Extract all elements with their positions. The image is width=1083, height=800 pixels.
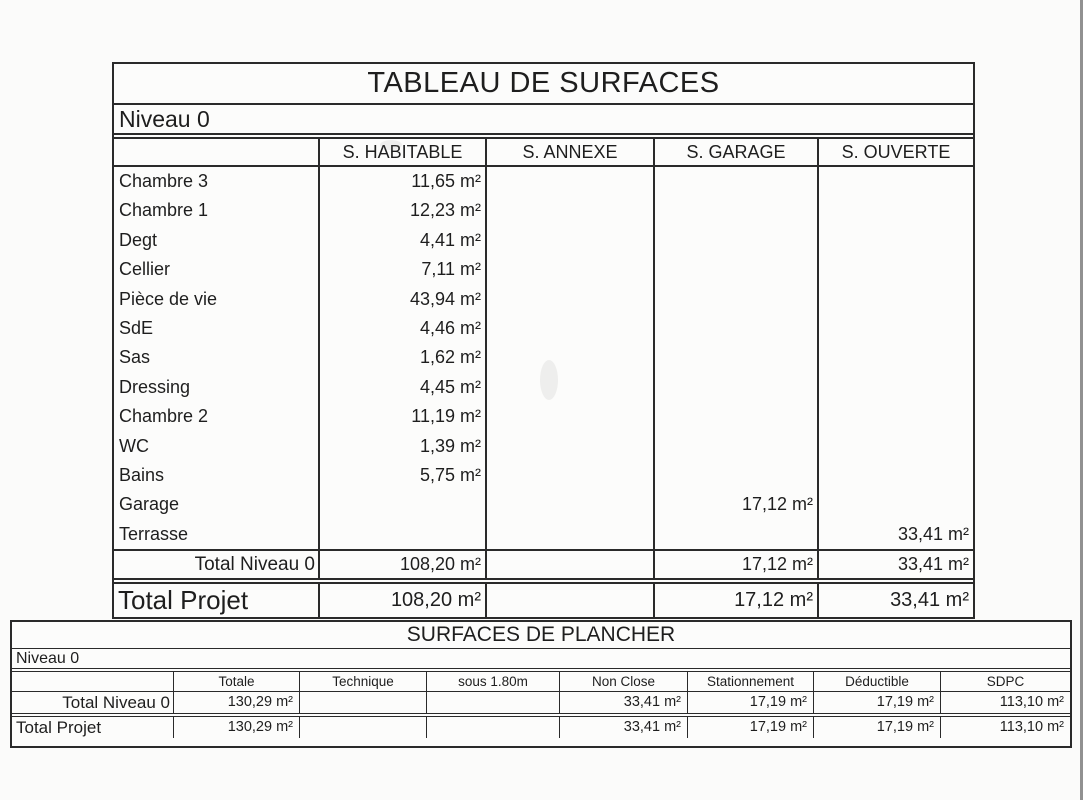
surfaces-table [112, 62, 975, 619]
ouverte-value [819, 343, 973, 372]
room-label: SdE [114, 314, 320, 343]
garage-value [655, 255, 819, 284]
ouverte-value: 33,41 m² [897, 523, 969, 544]
plancher-table [10, 620, 1072, 748]
column-header-garage: S. GARAGE [655, 139, 819, 165]
plancher-total-level-row [12, 692, 1070, 714]
scan-smudge [380, 140, 402, 150]
table-row [114, 196, 973, 225]
room-label: Bains [114, 461, 320, 490]
stationnement-value: 17,19 m² [688, 717, 814, 738]
totale-value: 130,29 m² [174, 717, 300, 738]
habitable-value: 7,11 m² [320, 255, 487, 284]
room-label: Degt [114, 226, 320, 255]
habitable-value: 4,46 m² [320, 314, 487, 343]
ouverte-value [819, 314, 973, 343]
annexe-value [487, 314, 655, 343]
column-header-annexe: S. ANNEXE [487, 139, 655, 165]
deductible-value: 17,19 m² [814, 717, 941, 738]
plancher-total-level-label: Total Niveau 0 [12, 692, 174, 713]
surfaces-body [114, 167, 973, 551]
column-header-technique: Technique [300, 672, 427, 691]
total-level-annexe [487, 551, 655, 578]
ouverte-value [819, 490, 973, 519]
plancher-table-title: SURFACES DE PLANCHER [12, 622, 1070, 649]
garage-value [655, 432, 819, 461]
table-row [114, 520, 973, 549]
total-project-garage: 17,12 m² [655, 584, 819, 617]
total-level-ouverte: 33,41 m² [897, 554, 969, 575]
plancher-total-project-row [12, 717, 1070, 738]
garage-value [655, 520, 819, 549]
column-header-ouverte: S. OUVERTE [841, 142, 951, 162]
habitable-value [320, 490, 487, 519]
garage-value [655, 373, 819, 402]
column-header-habitable: S. HABITABLE [320, 139, 487, 165]
sous180-value [427, 692, 560, 713]
stationnement-value: 17,19 m² [688, 692, 814, 713]
annexe-value [487, 167, 655, 196]
total-level-row [114, 551, 973, 580]
annexe-value [487, 373, 655, 402]
room-label: Cellier [114, 255, 320, 284]
table-row [114, 490, 973, 519]
plancher-total-project-label: Total Projet [12, 717, 174, 738]
habitable-value: 4,41 m² [320, 226, 487, 255]
column-header-deductible: Déductible [814, 672, 941, 691]
garage-value [655, 167, 819, 196]
room-label: Pièce de vie [114, 285, 320, 314]
table-row [114, 432, 973, 461]
table-row [114, 226, 973, 255]
total-project-annexe [487, 584, 655, 617]
annexe-value [487, 461, 655, 490]
habitable-value: 43,94 m² [320, 285, 487, 314]
nonclose-value: 33,41 m² [560, 717, 688, 738]
habitable-value [320, 520, 487, 549]
annexe-value [487, 285, 655, 314]
table-row [114, 461, 973, 490]
total-project-row [114, 584, 973, 617]
ouverte-value [819, 285, 973, 314]
annexe-value [487, 343, 655, 372]
nonclose-value: 33,41 m² [560, 692, 688, 713]
annexe-value [487, 432, 655, 461]
habitable-value: 5,75 m² [320, 461, 487, 490]
room-label: Sas [114, 343, 320, 372]
habitable-value: 4,45 m² [320, 373, 487, 402]
habitable-value: 1,39 m² [320, 432, 487, 461]
table-row [114, 314, 973, 343]
total-project-habitable: 108,20 m² [320, 584, 487, 617]
surfaces-table-title: TABLEAU DE SURFACES [114, 64, 973, 105]
ouverte-value [819, 167, 973, 196]
habitable-value: 12,23 m² [320, 196, 487, 225]
garage-value [655, 226, 819, 255]
corner-header-cell [12, 672, 174, 691]
totale-value: 130,29 m² [174, 692, 300, 713]
annexe-value [487, 490, 655, 519]
surfaces-header-row [114, 139, 973, 167]
garage-value [655, 285, 819, 314]
annexe-value [487, 402, 655, 431]
room-label: WC [114, 432, 320, 461]
table-row [114, 402, 973, 431]
habitable-value: 11,19 m² [320, 402, 487, 431]
column-header-sdpc: SDPC [986, 674, 1025, 689]
table-row [114, 167, 973, 196]
garage-value [655, 402, 819, 431]
total-project-ouverte: 33,41 m² [890, 589, 969, 612]
garage-value [655, 196, 819, 225]
annexe-value [487, 196, 655, 225]
annexe-value [487, 255, 655, 284]
ouverte-value [819, 461, 973, 490]
column-header-stationnement: Stationnement [688, 672, 814, 691]
ouverte-value [819, 255, 973, 284]
room-label: Garage [114, 490, 320, 519]
total-level-garage: 17,12 m² [655, 551, 819, 578]
column-header-nonclose: Non Close [560, 672, 688, 691]
deductible-value: 17,19 m² [814, 692, 941, 713]
garage-value [655, 461, 819, 490]
habitable-value: 11,65 m² [320, 167, 487, 196]
room-label: Chambre 3 [114, 167, 320, 196]
room-label: Chambre 2 [114, 402, 320, 431]
garage-value [655, 343, 819, 372]
total-level-habitable: 108,20 m² [320, 551, 487, 578]
plancher-header-row [12, 672, 1070, 692]
total-project-label: Total Projet [114, 584, 320, 617]
sdpc-value: 113,10 m² [999, 694, 1064, 710]
plancher-level-row: Niveau 0 [12, 649, 1070, 669]
annexe-value [487, 520, 655, 549]
garage-value: 17,12 m² [655, 490, 819, 519]
ouverte-value [819, 373, 973, 402]
sdpc-value: 113,10 m² [999, 719, 1064, 735]
annexe-value [487, 226, 655, 255]
room-label: Chambre 1 [114, 196, 320, 225]
corner-header-cell [114, 139, 320, 165]
room-label: Dressing [114, 373, 320, 402]
ouverte-value [819, 402, 973, 431]
garage-value [655, 314, 819, 343]
habitable-value: 1,62 m² [320, 343, 487, 372]
sous180-value [427, 717, 560, 738]
room-label: Terrasse [114, 520, 320, 549]
total-level-label: Total Niveau 0 [114, 551, 320, 578]
column-header-totale: Totale [174, 672, 300, 691]
surfaces-level-row: Niveau 0 [114, 105, 973, 135]
scan-smudge [540, 360, 558, 400]
ouverte-value [819, 226, 973, 255]
table-row [114, 255, 973, 284]
technique-value [300, 717, 427, 738]
ouverte-value [819, 196, 973, 225]
technique-value [300, 692, 427, 713]
table-row [114, 285, 973, 314]
ouverte-value [819, 432, 973, 461]
column-header-sous180: sous 1.80m [427, 672, 560, 691]
